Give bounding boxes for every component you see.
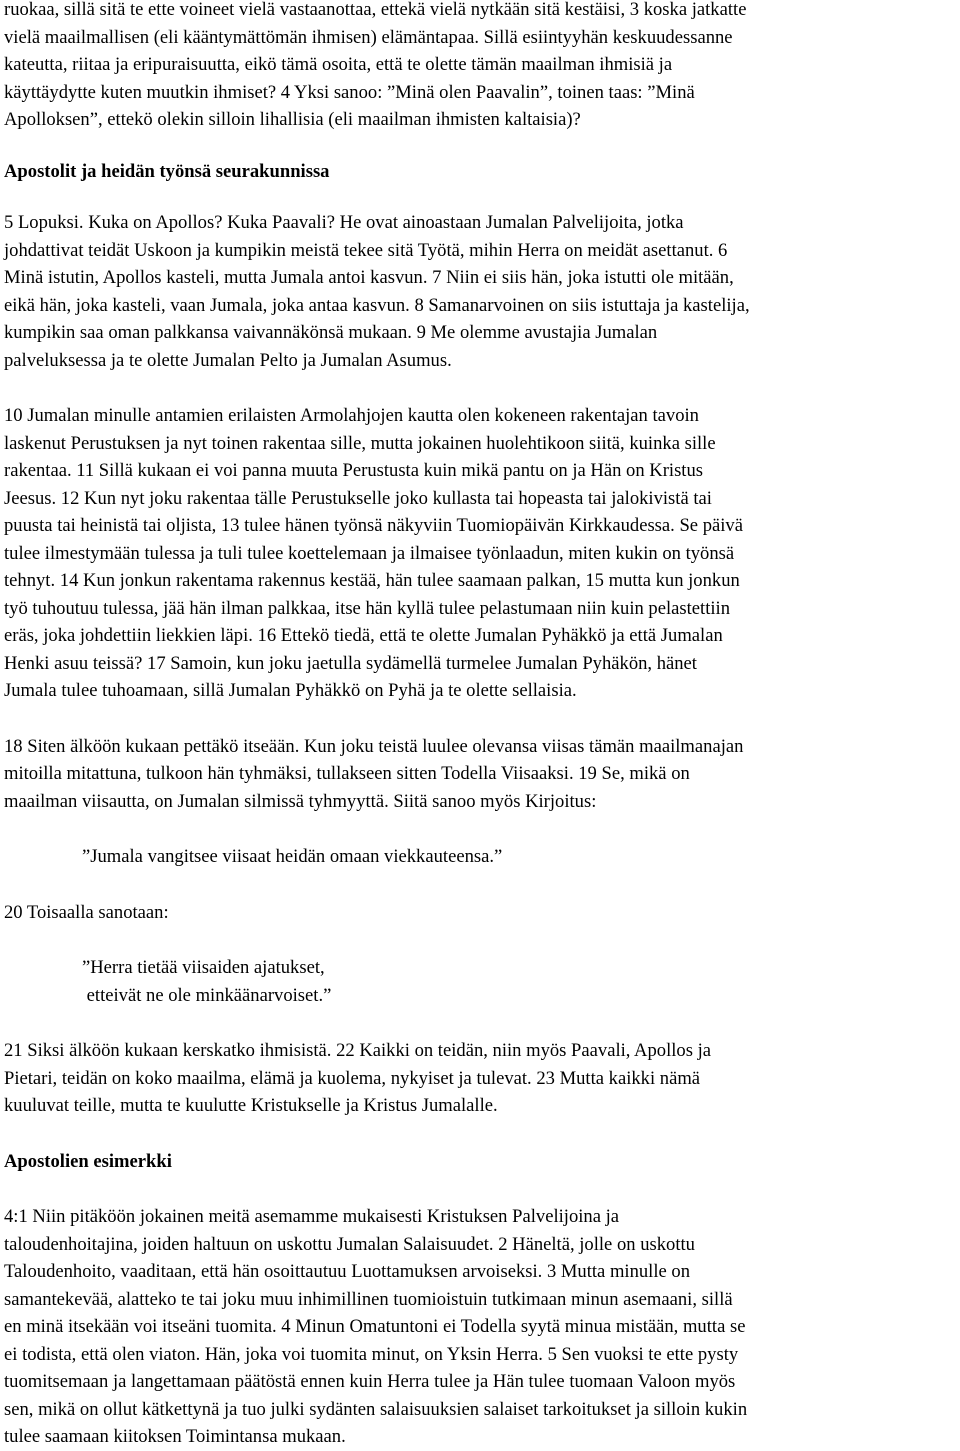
text-line: Minä istutin, Apollos kasteli, mutta Jumala antoi kasvun. 7 Niin ei siis hän, joka istutti ole mitään,: [4, 267, 734, 288]
text-line: Jumala tulee tuhoamaan, sillä Jumalan Pyhäkkö on Pyhä ja te olette sellaisia.: [4, 680, 577, 701]
section-heading-apostolit: Apostolit ja heidän työnsä seurakunnissa: [4, 160, 330, 182]
paragraph-verses-5-9: [4, 209, 956, 374]
spacer: [4, 185, 956, 209]
text-line: 10 Jumalan minulle antamien erilaisten Armolahjojen kautta olen kokeneen rakentajan tavoin: [4, 405, 699, 426]
text-line: vielä maailmallisen (eli kääntymättömän ihmisen) elämäntapaa. Sillä esiintyyhän keskuudessanne: [4, 26, 733, 48]
paragraph-verses-21-23: [4, 1037, 956, 1120]
paragraph-verses-10-17: [4, 402, 956, 705]
spacer: [4, 926, 956, 954]
document-page: [4, 0, 956, 1451]
quote-line: etteivät ne ole minkäänarvoiset.”: [82, 984, 332, 1006]
text-line: puusta tai heinistä tai oljista, 13 tulee hänen työnsä näkyviin Tuomiopäivän Kirkkaudessa. Se päivä: [4, 515, 743, 536]
spacer: [4, 1120, 956, 1148]
text-line: rakentaa. 11 Sillä kukaan ei voi panna muuta Perustusta kuin mikä pantu on ja Hän on Kristus: [4, 460, 704, 481]
text-line: 5 Lopuksi. Kuka on Apollos? Kuka Paavali? He ovat ainoastaan Jumalan Palvelijoita, jotka: [4, 212, 684, 233]
spacer: [4, 374, 956, 402]
text-line: kumpikin saa oman palkkansa vaivannäkönsä mukaan. 9 Me olemme avustajia Jumalan: [4, 322, 658, 343]
paragraph-verse-20: 20 Toisaalla sanotaan:: [4, 901, 169, 923]
text-line: tehnyt. 14 Kun jonkun rakentama rakennus kestää, hän tulee saamaan palkan, 15 mutta kun jonkun: [4, 570, 740, 591]
paragraph-chapter-4: [4, 1203, 956, 1451]
text-line: johdattivat teidät Uskoon ja kumpikin meistä tekee sitä Työtä, mihin Herra on meidät asettanut. 6: [4, 239, 728, 261]
text-line: samantekevää, alatteko te tai joku muu inhimillinen tuomioistuin tutkimaan minun asemaani, sillä: [4, 1288, 733, 1310]
text-line: palveluksessa ja te olette Jumalan Pelto ja Jumalan Asumus.: [4, 349, 452, 371]
scripture-quote-1: ”Jumala vangitsee viisaat heidän omaan viekkauteensa.”: [82, 846, 503, 867]
text-line: maailman viisautta, on Jumalan silmissä tyhmyyttä. Siitä sanoo myös Kirjoitus:: [4, 790, 597, 812]
text-line: kuuluvat teille, mutta te kuulutte Kristukselle ja Kristus Jumalalle.: [4, 1095, 498, 1116]
paragraph-intro: [4, 0, 956, 134]
quote-line: ”Herra tietää viisaiden ajatukset,: [82, 957, 325, 978]
text-line: Pietari, teidän on koko maailma, elämä ja kuolema, nykyiset ja tulevat. 23 Mutta kaikki nämä: [4, 1067, 701, 1089]
text-line: Jeesus. 12 Kun nyt joku rakentaa tälle Perustukselle joko kullasta tai hopeasta tai jalokivistä tai: [4, 487, 712, 509]
text-line: 18 Siten älköön kukaan pettäkö itseään. Kun joku teistä luulee olevansa viisas tämän maailmanajan: [4, 735, 744, 757]
section-heading-esimerkki: Apostolien esimerkki: [4, 1150, 172, 1172]
spacer: [4, 815, 956, 843]
spacer: [4, 1009, 956, 1037]
text-line: ei todista, että olen viaton. Hän, joka voi tuomita minut, on Yksin Herra. 5 Sen vuoksi te ette pysty: [4, 1343, 739, 1365]
text-line: tuomitsemaan ja langettamaan päätöstä ennen kuin Herra tulee ja Hän tulee tuomaan Valoon myös: [4, 1371, 736, 1392]
text-line: Apolloksen”, ettekö olekin silloin lihallisia (eli maailman ihmisten kaltaisia)?: [4, 109, 581, 130]
text-line: mitoilla mitattuna, tulkoon hän tyhmäksi, tullakseen sitten Todella Viisaaksi. 19 Se, mikä on: [4, 763, 690, 784]
text-line: 21 Siksi älköön kukaan kerskatko ihmisistä. 22 Kaikki on teidän, niin myös Paavali, Apollos ja: [4, 1040, 712, 1061]
text-line: Henki asuu teissä? 17 Samoin, kun joku jaetulla sydämellä turmelee Jumalan Pyhäkön, hänet: [4, 652, 697, 674]
text-line: laskenut Perustuksen ja nyt toinen rakentaa sille, mutta jokainen huolehtikoon siitä, kuinka sille: [4, 432, 716, 454]
text-line: tulee ilmestymään tulessa ja tuli tulee koettelemaan ja ilmaisee työnlaadun, miten kukin on työnsä: [4, 542, 735, 564]
text-line: tulee saamaan kiitoksen Toimintansa mukaan.: [4, 1426, 346, 1447]
text-line: en minä itsekään voi itseäni tuomita. 4 Minun Omatuntoni ei Todella syytä minua mistään, mutta se: [4, 1316, 746, 1337]
text-line: kateutta, riitaa ja eripuraisuutta, eikö tämä osoita, että te olette tämän maailman ihmisiä ja: [4, 54, 673, 75]
text-line: työ tuhoutuu tulessa, jää hän ilman palkkaa, itse hän kyllä tulee pelastumaan niin kuin pelastettiin: [4, 597, 731, 619]
text-line: käyttäydytte kuten muutkin ihmiset? 4 Yksi sanoo: ”Minä olen Paavalin”, toinen taas: ”Minä: [4, 81, 695, 103]
spacer: [4, 134, 956, 158]
text-line: taloudenhoitajina, joiden haltuun on uskottu Jumalan Salaisuudet. 2 Häneltä, jolle on uskottu: [4, 1233, 695, 1255]
text-line: Taloudenhoito, vaaditaan, että hän osoittautuu Luottamuksen arvoiseksi. 3 Mutta minulle on: [4, 1261, 691, 1282]
paragraph-verses-18-19: [4, 733, 956, 816]
text-line: eräs, joka johdettiin liekkien läpi. 16 Ettekö tiedä, että te olette Jumalan Pyhäkkö ja että Jumalan: [4, 625, 723, 646]
text-line: sen, mikä on ollut kätkettynä ja tuo julki sydänten salaisuuksien salaiset tarkoitukset ja silloin kukin: [4, 1398, 748, 1420]
spacer: [4, 705, 956, 733]
text-line: ruokaa, sillä sitä te ette voineet vielä vastaanottaa, ettekä vielä nytkään sitä kestäisi, 3 koska jatkatte: [4, 0, 747, 20]
spacer: [4, 1175, 956, 1203]
spacer: [4, 871, 956, 899]
scripture-quote-2: [4, 954, 956, 1009]
text-line: 4:1 Niin pitäköön jokainen meitä asemamme mukaisesti Kristuksen Palvelijoina ja: [4, 1206, 620, 1227]
text-line: eikä hän, joka kasteli, vaan Jumala, joka antaa kasvun. 8 Samanarvoinen on siis istuttaja ja kastelija,: [4, 294, 750, 316]
